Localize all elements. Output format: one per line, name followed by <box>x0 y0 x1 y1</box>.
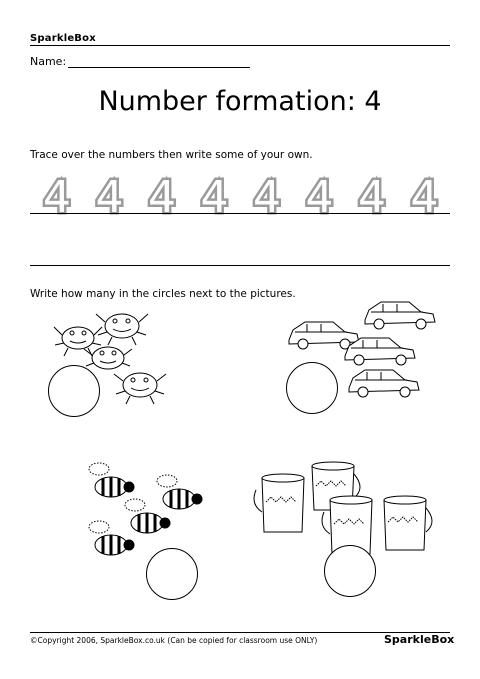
trace-baseline <box>30 213 450 214</box>
count-instruction: Write how many in the circles next to the pictures. <box>30 288 296 300</box>
trace-digit[interactable]: 4 <box>95 172 124 216</box>
name-label: Name: <box>30 55 67 68</box>
mug-icon <box>252 458 442 558</box>
bees-picture <box>75 455 215 565</box>
bee-icon <box>75 455 215 565</box>
bees-answer-circle[interactable] <box>146 548 198 600</box>
writing-line[interactable] <box>30 265 450 266</box>
page-title: Number formation: 4 <box>98 86 382 117</box>
name-line[interactable] <box>68 67 250 68</box>
mugs-answer-circle[interactable] <box>324 545 376 597</box>
trace-instruction: Trace over the numbers then write some of your own. <box>30 149 313 161</box>
cars-answer-circle[interactable] <box>286 362 338 414</box>
brand-logo-top: SparkleBox <box>30 33 96 44</box>
trace-digit[interactable]: 4 <box>148 172 176 216</box>
trace-digit[interactable]: 4 <box>410 172 439 216</box>
header-rule <box>30 45 450 46</box>
trace-digit[interactable]: 4 <box>200 172 229 216</box>
trace-digit[interactable]: 4 <box>253 172 281 216</box>
trace-digit[interactable]: 4 <box>358 172 386 216</box>
trace-digit[interactable]: 4 <box>43 172 71 216</box>
mugs-picture <box>252 458 442 558</box>
crabs-answer-circle[interactable] <box>48 365 100 417</box>
brand-logo-bottom: SparkleBox <box>384 633 455 646</box>
copyright-text: ©Copyright 2006, SparkleBox.co.uk (Can be copied for classroom use ONLY) <box>30 636 318 645</box>
trace-digit[interactable]: 4 <box>305 172 334 216</box>
trace-row[interactable] <box>30 170 450 216</box>
